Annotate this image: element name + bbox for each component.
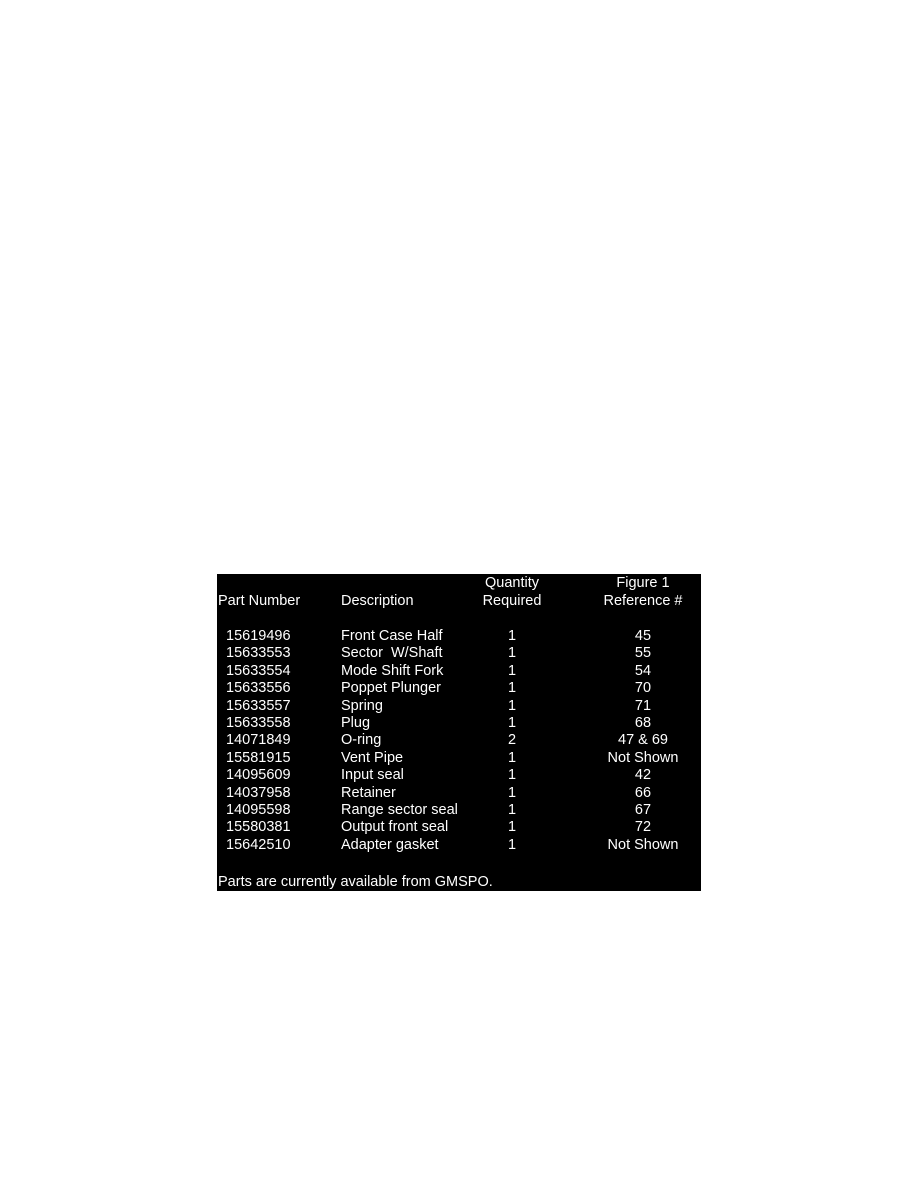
cell-reference: 42	[634, 767, 652, 784]
header-part-number	[218, 593, 300, 629]
cell-quantity: 1	[507, 645, 517, 662]
cell-reference: Not Shown	[607, 836, 679, 853]
header-quantity-line2: Required	[482, 592, 542, 609]
header-reference-line1: Figure 1	[616, 575, 670, 591]
availability-note: Parts are currently available from GMSPO.	[218, 874, 493, 890]
cell-reference: 68	[634, 714, 652, 731]
cell-quantity: 1	[507, 628, 517, 644]
cell-part-number: 15633558	[226, 714, 291, 731]
table-row	[217, 645, 701, 662]
cell-description: Retainer	[341, 784, 396, 801]
cell-part-number: 15633553	[226, 645, 291, 662]
cell-quantity: 1	[507, 784, 517, 801]
cell-reference: Not Shown	[607, 749, 679, 766]
cell-description: Sector W/Shaft	[341, 645, 443, 662]
header-reference	[591, 575, 695, 611]
header-description-label: Description	[341, 593, 414, 609]
cell-description: Range sector seal	[341, 801, 458, 818]
cell-quantity: 2	[507, 732, 517, 749]
cell-quantity: 1	[507, 836, 517, 853]
cell-reference: 47 & 69	[618, 732, 668, 749]
table-row	[217, 750, 701, 767]
cell-reference: 67	[634, 801, 652, 818]
parts-table	[217, 574, 701, 891]
header-quantity	[475, 575, 549, 611]
table-row	[217, 628, 701, 645]
cell-description: O-ring	[341, 732, 382, 749]
cell-reference: 71	[634, 697, 652, 714]
cell-part-number: 15633556	[226, 680, 291, 697]
table-row	[217, 715, 701, 732]
table-row	[217, 663, 701, 680]
cell-part-number: 14095598	[226, 801, 291, 818]
table-row	[217, 767, 701, 784]
cell-description: Output front seal	[341, 819, 449, 836]
table-row	[217, 698, 701, 715]
cell-part-number: 15633557	[226, 697, 291, 714]
cell-quantity: 1	[507, 662, 517, 679]
cell-part-number: 15619496	[226, 628, 291, 644]
table-row	[217, 680, 701, 697]
table-body	[217, 628, 701, 854]
cell-quantity: 1	[507, 749, 517, 766]
cell-reference: 66	[634, 784, 652, 801]
cell-quantity: 1	[507, 801, 517, 818]
cell-description: Plug	[341, 714, 371, 731]
header-part-number-label: Part Number	[218, 593, 301, 609]
cell-description: Vent Pipe	[341, 749, 404, 766]
cell-description: Front Case Half	[341, 628, 443, 644]
cell-reference: 72	[634, 819, 652, 836]
header-reference-line2: Reference #	[603, 592, 683, 609]
cell-part-number: 15642510	[226, 836, 291, 853]
cell-description: Spring	[341, 697, 383, 714]
cell-reference: 55	[634, 645, 652, 662]
cell-part-number: 14095609	[226, 767, 291, 784]
cell-quantity: 1	[507, 680, 517, 697]
cell-part-number: 15633554	[226, 662, 291, 679]
table-row	[217, 837, 701, 854]
cell-description: Adapter gasket	[341, 836, 439, 853]
cell-reference: 54	[634, 662, 652, 679]
table-row	[217, 732, 701, 749]
cell-description: Mode Shift Fork	[341, 662, 444, 679]
cell-part-number: 14071849	[226, 732, 291, 749]
header-quantity-line1: Quantity	[485, 575, 539, 591]
table-row	[217, 785, 701, 802]
cell-description: Input seal	[341, 767, 404, 784]
table-row	[217, 819, 701, 836]
table-row	[217, 802, 701, 819]
cell-description: Poppet Plunger	[341, 680, 441, 697]
cell-part-number: 15580381	[226, 819, 291, 836]
cell-quantity: 1	[507, 767, 517, 784]
cell-reference: 45	[634, 628, 652, 644]
cell-part-number: 15581915	[226, 749, 291, 766]
cell-quantity: 1	[507, 819, 517, 836]
cell-quantity: 1	[507, 714, 517, 731]
cell-quantity: 1	[507, 697, 517, 714]
cell-reference: 70	[634, 680, 652, 697]
cell-part-number: 14037958	[226, 784, 291, 801]
header-description	[341, 593, 414, 629]
